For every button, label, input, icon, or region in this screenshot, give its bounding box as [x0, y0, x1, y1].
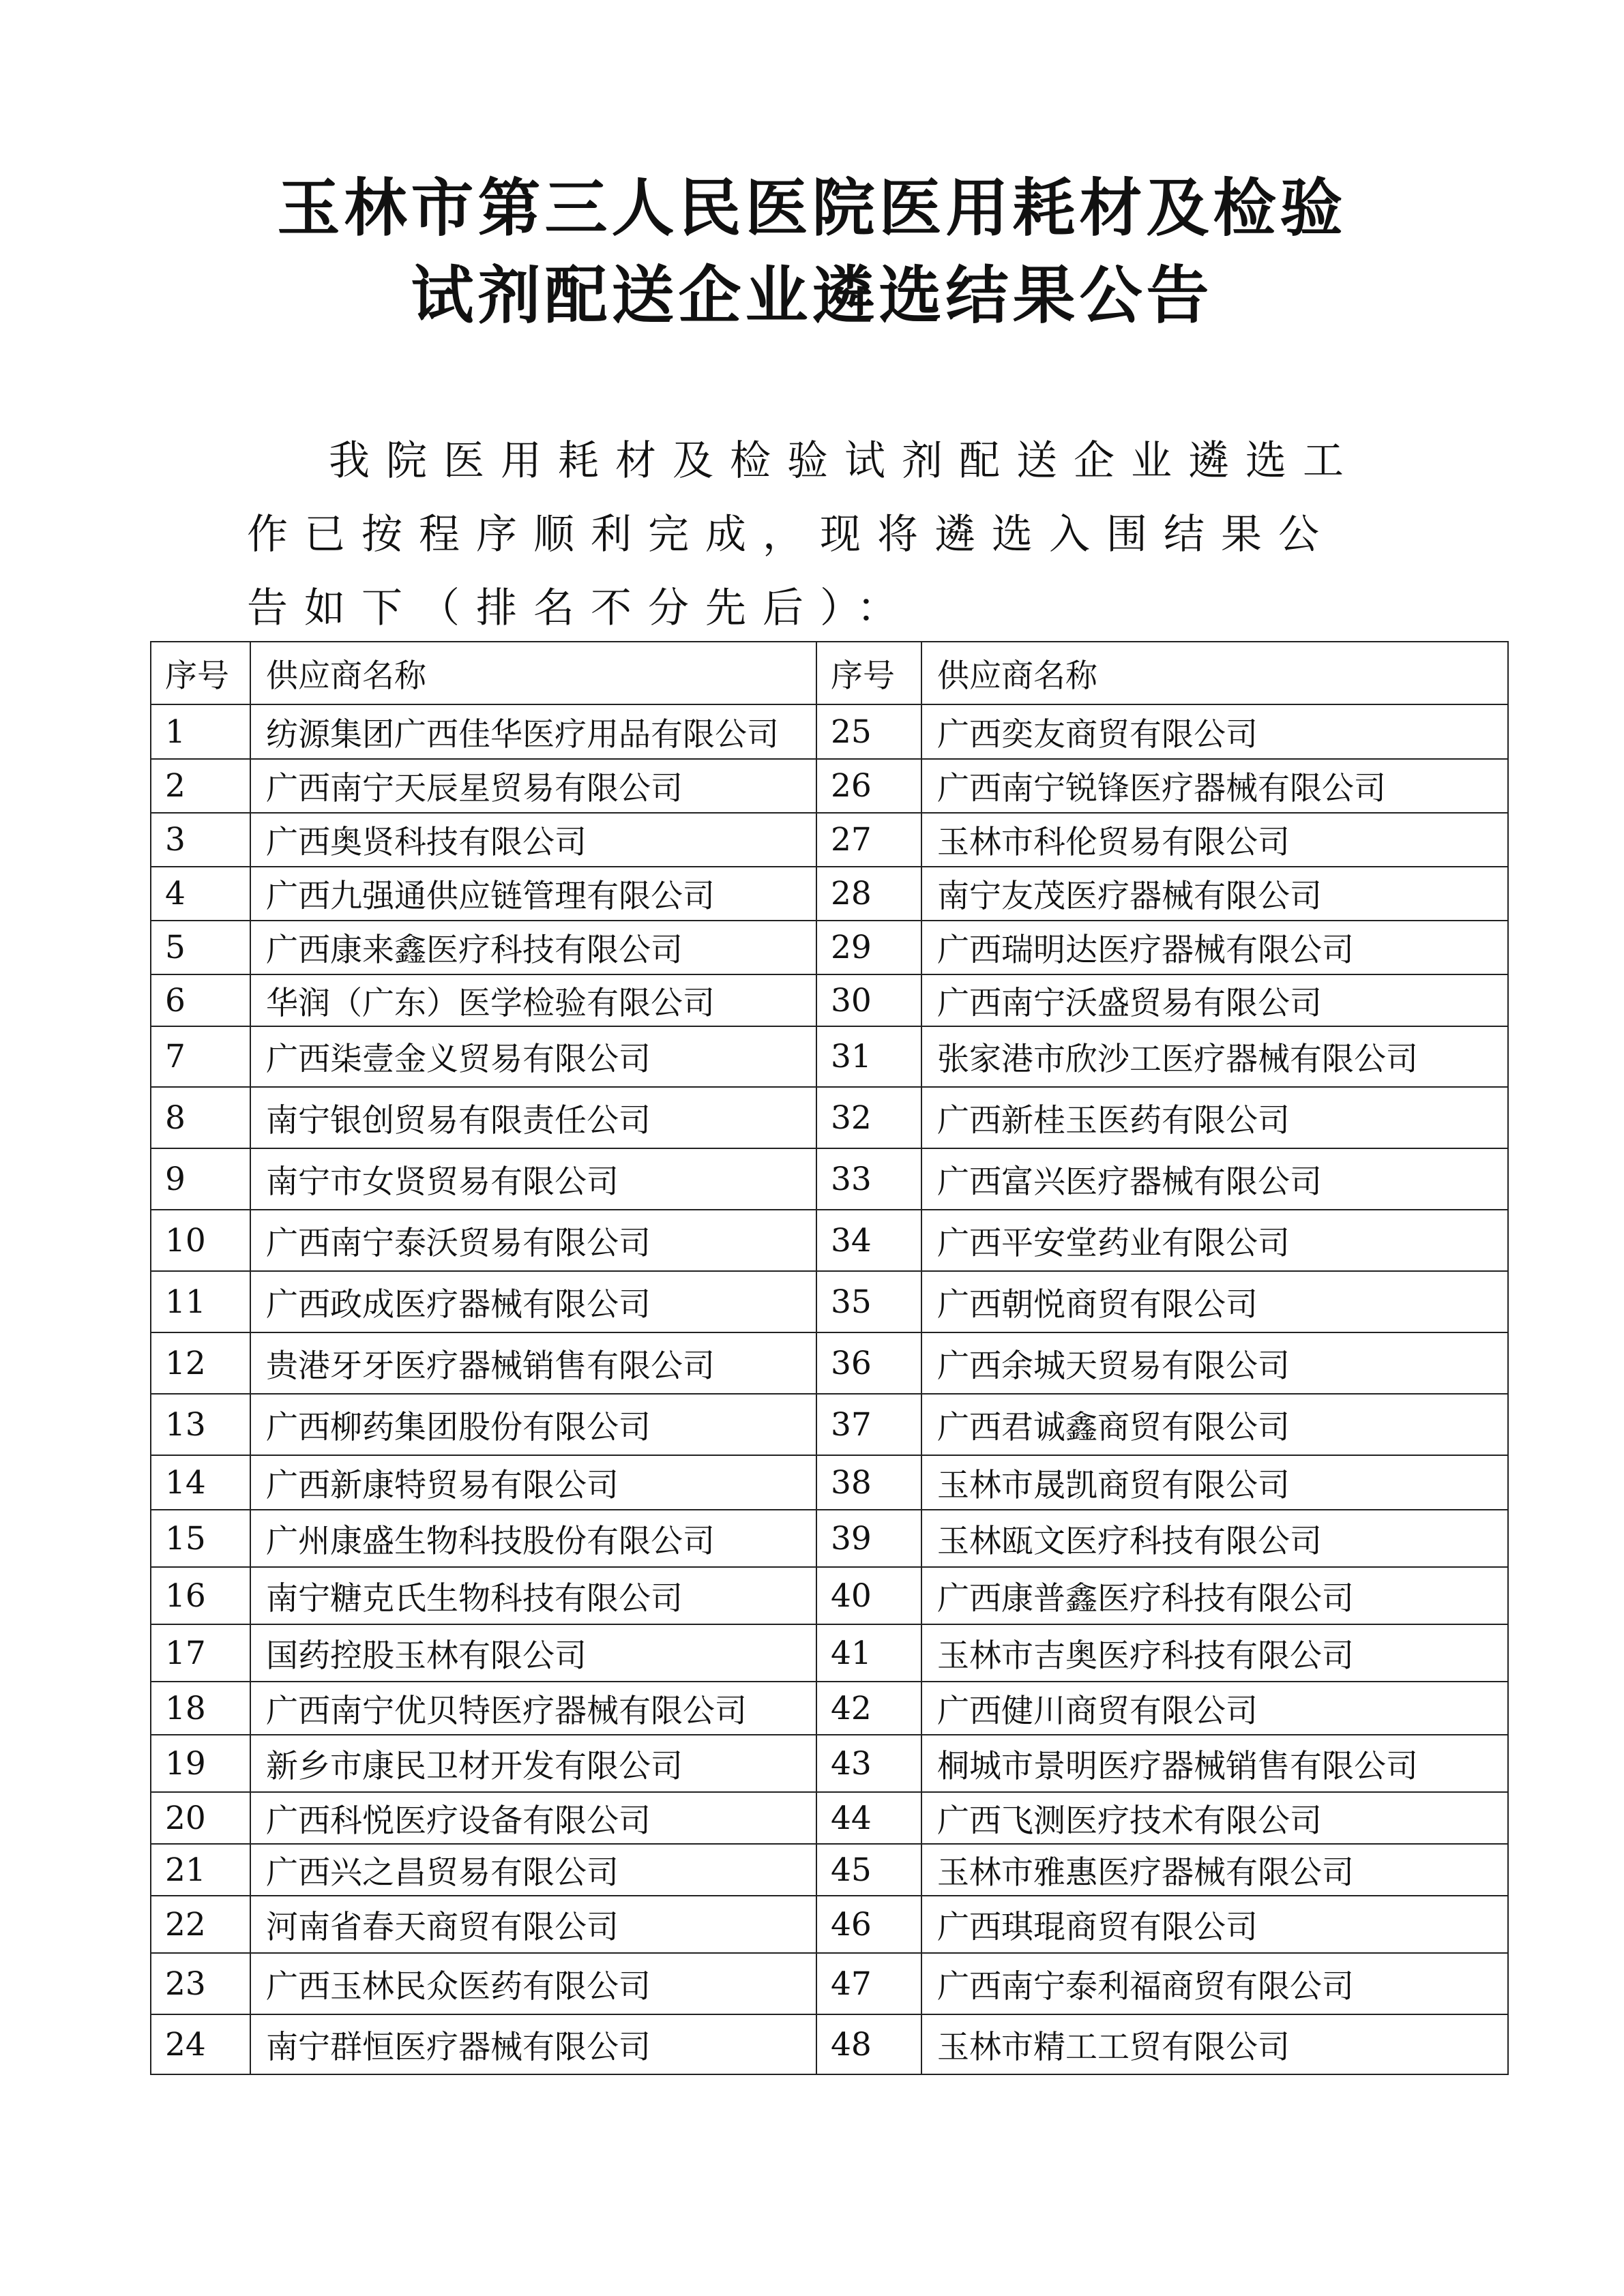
row-index-right: 25: [816, 704, 921, 759]
table-row: [151, 1896, 1508, 1953]
table-row: [151, 1026, 1508, 1087]
row-index-left: 18: [151, 1682, 250, 1735]
supplier-name-right: 广西奕友商贸有限公司: [921, 704, 1508, 759]
vendor-table: [150, 641, 1509, 2075]
row-index-left: 21: [151, 1844, 250, 1896]
supplier-name-left: 广西兴之昌贸易有限公司: [250, 1844, 816, 1896]
row-index-left: 2: [151, 759, 250, 813]
table-row: [151, 1455, 1508, 1510]
row-index-right: 45: [816, 1844, 921, 1896]
row-index-right: 44: [816, 1792, 921, 1844]
row-index-left: 9: [151, 1148, 250, 1210]
supplier-name-right: 桐城市景明医疗器械销售有限公司: [921, 1735, 1508, 1792]
row-index-right: 47: [816, 1953, 921, 2014]
row-index-right: 42: [816, 1682, 921, 1735]
supplier-name-right: 广西飞测医疗技术有限公司: [921, 1792, 1508, 1844]
table-row: [151, 1624, 1508, 1682]
row-index-right: 38: [816, 1455, 921, 1510]
row-index-right: 41: [816, 1624, 921, 1682]
supplier-name-left: 广西康来鑫医疗科技有限公司: [250, 921, 816, 974]
supplier-name-left: 南宁糖克氏生物科技有限公司: [250, 1567, 816, 1624]
supplier-name-right: 广西南宁锐锋医疗器械有限公司: [921, 759, 1508, 813]
row-index-right: 37: [816, 1394, 921, 1455]
supplier-name-left: 广西南宁优贝特医疗器械有限公司: [250, 1682, 816, 1735]
row-index-right: 27: [816, 813, 921, 867]
table-row: [151, 974, 1508, 1026]
supplier-name-left: 广西奥贤科技有限公司: [250, 813, 816, 867]
row-index-left: 11: [151, 1271, 250, 1332]
table-row: [151, 704, 1508, 759]
supplier-name-right: 广西康普鑫医疗科技有限公司: [921, 1567, 1508, 1624]
table-row: [151, 1844, 1508, 1896]
supplier-name-right: 广西新桂玉医药有限公司: [921, 1087, 1508, 1148]
table-row: [151, 1735, 1508, 1792]
supplier-name-right: 广西瑞明达医疗器械有限公司: [921, 921, 1508, 974]
row-index-left: 19: [151, 1735, 250, 1792]
supplier-name-left: 广西南宁天辰星贸易有限公司: [250, 759, 816, 813]
supplier-name-left: 新乡市康民卫材开发有限公司: [250, 1735, 816, 1792]
supplier-name-left: 广州康盛生物科技股份有限公司: [250, 1510, 816, 1567]
row-index-right: 26: [816, 759, 921, 813]
supplier-name-left: 华润（广东）医学检验有限公司: [250, 974, 816, 1026]
supplier-name-right: 张家港市欣沙工医疗器械有限公司: [921, 1026, 1508, 1087]
row-index-right: 43: [816, 1735, 921, 1792]
supplier-name-right: 广西余城天贸易有限公司: [921, 1332, 1508, 1394]
table-row: [151, 813, 1508, 867]
row-index-right: 30: [816, 974, 921, 1026]
supplier-name-right: 玉林市精工工贸有限公司: [921, 2014, 1508, 2074]
table-row: [151, 1087, 1508, 1148]
row-index-right: 32: [816, 1087, 921, 1148]
supplier-name-right: 广西君诚鑫商贸有限公司: [921, 1394, 1508, 1455]
table-row: [151, 1210, 1508, 1271]
row-index-left: 6: [151, 974, 250, 1026]
row-index-right: 34: [816, 1210, 921, 1271]
supplier-name-right: 玉林市吉奥医疗科技有限公司: [921, 1624, 1508, 1682]
row-index-left: 4: [151, 867, 250, 921]
vendor-table-body: [151, 704, 1508, 2074]
table-row: [151, 2014, 1508, 2074]
row-index-left: 16: [151, 1567, 250, 1624]
table-row: [151, 1332, 1508, 1394]
supplier-name-right: 广西朝悦商贸有限公司: [921, 1271, 1508, 1332]
supplier-name-right: 玉林市科伦贸易有限公司: [921, 813, 1508, 867]
supplier-name-right: 广西琪琨商贸有限公司: [921, 1896, 1508, 1953]
supplier-name-right: 广西南宁泰利福商贸有限公司: [921, 1953, 1508, 2014]
supplier-name-left: 南宁群恒医疗器械有限公司: [250, 2014, 816, 2074]
supplier-name-left: 广西柳药集团股份有限公司: [250, 1394, 816, 1455]
row-index-right: 39: [816, 1510, 921, 1567]
row-index-right: 46: [816, 1896, 921, 1953]
supplier-name-left: 南宁银创贸易有限责任公司: [250, 1087, 816, 1148]
row-index-left: 13: [151, 1394, 250, 1455]
supplier-name-right: 南宁友茂医疗器械有限公司: [921, 867, 1508, 921]
row-index-left: 20: [151, 1792, 250, 1844]
table-row: [151, 1271, 1508, 1332]
row-index-left: 10: [151, 1210, 250, 1271]
supplier-name-right: 玉林市晟凯商贸有限公司: [921, 1455, 1508, 1510]
row-index-right: 29: [816, 921, 921, 974]
supplier-name-left: 广西政成医疗器械有限公司: [250, 1271, 816, 1332]
row-index-left: 23: [151, 1953, 250, 2014]
table-row: [151, 1682, 1508, 1735]
supplier-name-right: 广西平安堂药业有限公司: [921, 1210, 1508, 1271]
table-row: [151, 1792, 1508, 1844]
supplier-name-left: 河南省春天商贸有限公司: [250, 1896, 816, 1953]
supplier-name-right: 广西南宁沃盛贸易有限公司: [921, 974, 1508, 1026]
table-row: [151, 1510, 1508, 1567]
page-title-line-2: 试剂配送企业遴选结果公告: [411, 258, 1213, 332]
table-header-row: [151, 642, 1508, 704]
table-row: [151, 1148, 1508, 1210]
header-index-right: 序号: [816, 642, 921, 704]
header-supplier-name-right: 供应商名称: [921, 642, 1508, 704]
supplier-name-left: 广西科悦医疗设备有限公司: [250, 1792, 816, 1844]
header-supplier-name-left: 供应商名称: [250, 642, 816, 704]
row-index-right: 35: [816, 1271, 921, 1332]
row-index-left: 12: [151, 1332, 250, 1394]
supplier-name-left: 纺源集团广西佳华医疗用品有限公司: [250, 704, 816, 759]
row-index-left: 1: [151, 704, 250, 759]
supplier-name-left: 国药控股玉林有限公司: [250, 1624, 816, 1682]
supplier-name-right: 玉林市雅惠医疗器械有限公司: [921, 1844, 1508, 1896]
supplier-name-left: 广西玉林民众医药有限公司: [250, 1953, 816, 2014]
row-index-right: 36: [816, 1332, 921, 1394]
supplier-name-left: 广西九强通供应链管理有限公司: [250, 867, 816, 921]
table-row: [151, 1953, 1508, 2014]
row-index-right: 33: [816, 1148, 921, 1210]
row-index-left: 3: [151, 813, 250, 867]
row-index-left: 17: [151, 1624, 250, 1682]
table-row: [151, 1567, 1508, 1624]
row-index-right: 40: [816, 1567, 921, 1624]
supplier-name-left: 广西柒壹金义贸易有限公司: [250, 1026, 816, 1087]
header-index-left: 序号: [151, 642, 250, 704]
supplier-name-left: 广西新康特贸易有限公司: [250, 1455, 816, 1510]
table-row: [151, 921, 1508, 974]
row-index-left: 15: [151, 1510, 250, 1567]
supplier-name-left: 南宁市女贤贸易有限公司: [250, 1148, 816, 1210]
row-index-left: 22: [151, 1896, 250, 1953]
supplier-name-right: 玉林瓯文医疗科技有限公司: [921, 1510, 1508, 1567]
row-index-left: 7: [151, 1026, 250, 1087]
row-index-left: 14: [151, 1455, 250, 1510]
intro-paragraph: 我院医用耗材及检验试剂配送企业遴选工作已按程序顺利完成，现将遴选入围结果公告如下（排名不分先后）：: [247, 437, 1360, 632]
table-row: [151, 1394, 1508, 1455]
row-index-right: 28: [816, 867, 921, 921]
supplier-name-left: 广西南宁泰沃贸易有限公司: [250, 1210, 816, 1271]
table-row: [151, 867, 1508, 921]
supplier-name-right: 广西健川商贸有限公司: [921, 1682, 1508, 1735]
row-index-right: 31: [816, 1026, 921, 1087]
page-title-line-1: 玉林市第三人民医院医用耗材及检验: [277, 171, 1347, 245]
supplier-name-left: 贵港牙牙医疗器械销售有限公司: [250, 1332, 816, 1394]
row-index-left: 24: [151, 2014, 250, 2074]
row-index-right: 48: [816, 2014, 921, 2074]
row-index-left: 8: [151, 1087, 250, 1148]
supplier-name-right: 广西富兴医疗器械有限公司: [921, 1148, 1508, 1210]
table-row: [151, 759, 1508, 813]
row-index-left: 5: [151, 921, 250, 974]
